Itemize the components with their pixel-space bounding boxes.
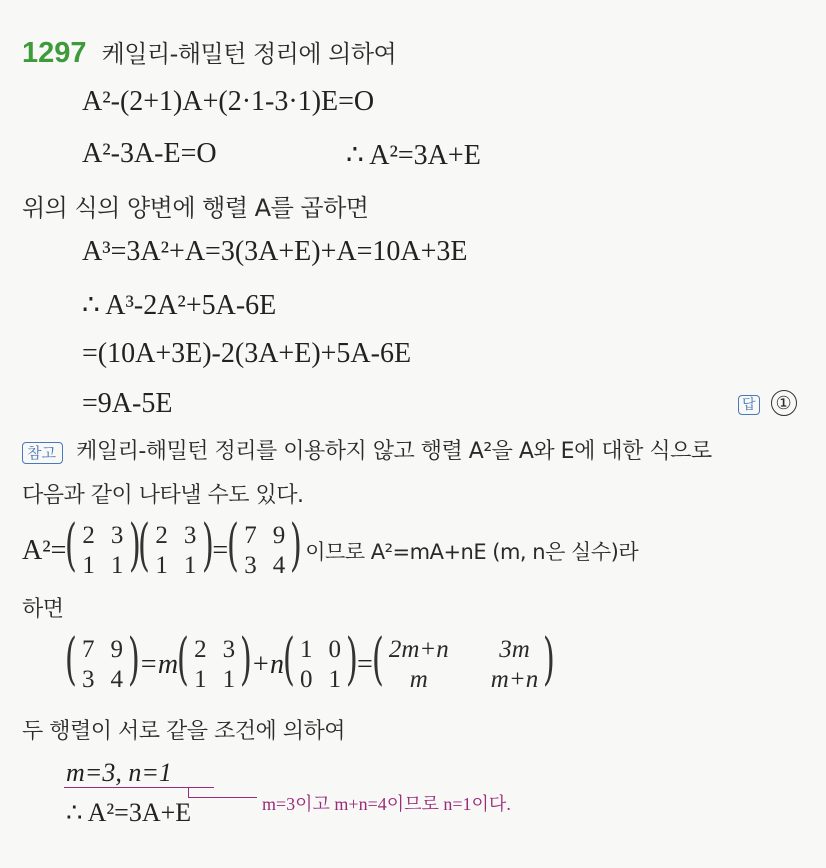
matrix-cell: 3 (110, 522, 124, 549)
reference-label: 참고 (22, 442, 63, 464)
matrix-cell: m+n (490, 666, 539, 693)
matrix-cell: 1 (194, 666, 207, 693)
matrix-cell: 7 (244, 522, 257, 549)
matrix-cell: 7 (82, 636, 95, 663)
matrix-lhs: A²= (22, 535, 67, 566)
condition-text: 두 행렬이 서로 같을 조건에 의하여 (22, 719, 345, 744)
matrix-cell: 1 (82, 552, 95, 579)
matrix-equation-line (64, 627, 556, 694)
equals-m: =m (139, 649, 179, 680)
equation-4: ∴ A³-2A²+5A-6E (82, 290, 277, 321)
hamyeon-text: 하면 (22, 597, 64, 622)
intro-text: 케일리-해밀턴 정리에 의하여 (101, 40, 397, 68)
matrix-cell: 1 (110, 552, 124, 579)
equation-2-right: ∴ A²=3A+E (346, 140, 481, 171)
matrix-cell: 0 (300, 666, 313, 693)
answer (738, 390, 797, 416)
matrix-cell: 3 (222, 636, 236, 663)
solution-line-1: m=3, n=1 (66, 758, 172, 787)
reference-text-2: 다음과 같이 나타낼 수도 있다. (22, 483, 304, 508)
matrix-cell: 2 (155, 522, 168, 549)
connector-line (188, 787, 257, 798)
matrix-equals: = (212, 535, 229, 566)
matrix-cell: 0 (328, 636, 342, 663)
equation-3: A³=3A²+A=3(3A+E)+A=10A+3E (82, 236, 468, 267)
matrix-cell: 3 (244, 552, 257, 579)
matrix-a-1: ( 2 3 1 1 ) (65, 513, 141, 579)
matrix-cell: 4 (110, 666, 123, 693)
equation-5: =(10A+3E)-2(3A+E)+5A-6E (82, 338, 412, 369)
matrix-cell: 2 (194, 636, 207, 663)
equation-2-left: A²-3A-E=O (82, 138, 217, 169)
matrix-cell: 2m+n (388, 636, 449, 663)
equation-6: =9A-5E (82, 388, 173, 419)
matrix-cell: 4 (272, 552, 286, 579)
matrix-suffix: 이므로 A²=mA+nE (m, n은 실수)라 (305, 540, 639, 564)
answer-label: 답 (738, 395, 760, 415)
matrix-cell: 1 (222, 666, 236, 693)
reference-text-1: 케일리-해밀턴 정리를 이용하지 않고 행렬 A²을 A와 E에 대한 식으로 (76, 439, 712, 464)
problem-header (22, 34, 396, 70)
matrix-cell: 2 (82, 522, 95, 549)
equation-1: A²-(2+1)A+(2·1-3·1)E=O (82, 86, 375, 117)
matrix-cell: m (409, 666, 428, 693)
problem-number: 1297 (22, 37, 87, 69)
matrix-cell: 3 (183, 522, 197, 549)
matrix-a-2: ( 2 3 1 1 ) (138, 513, 214, 579)
matrix-result: ( 2m+n 3m m m+n ) (371, 627, 556, 693)
plus-n: +n (251, 649, 285, 680)
matrix-a: ( 2 3 1 1 ) (177, 627, 253, 693)
sentence-multiply: 위의 식의 양변에 행렬 A를 곱하면 (22, 194, 369, 222)
matrix-cell: 9 (272, 522, 286, 549)
matrix-product-line (22, 513, 639, 580)
equals-sign: = (357, 649, 373, 680)
matrix-a-squared: ( 7 9 3 4 ) (227, 513, 303, 579)
solution-line-2: ∴ A²=3A+E (66, 798, 192, 827)
answer-choice: ① (771, 390, 797, 416)
matrix-cell: 1 (300, 636, 313, 663)
matrix-cell: 9 (110, 636, 123, 663)
matrix-identity: ( 1 0 0 1 ) (282, 627, 359, 693)
reference-line-1 (22, 434, 712, 465)
matrix-cell: 1 (328, 666, 342, 693)
matrix-cell: 1 (183, 552, 197, 579)
matrix-cell: 3m (499, 636, 530, 663)
matrix-cell: 3 (82, 666, 95, 693)
matrix-cell: 1 (155, 552, 168, 579)
side-note: m=3이고 m+n=4이므로 n=1이다. (262, 794, 511, 814)
matrix-lhs-values: ( 7 9 3 4 ) (64, 627, 141, 693)
